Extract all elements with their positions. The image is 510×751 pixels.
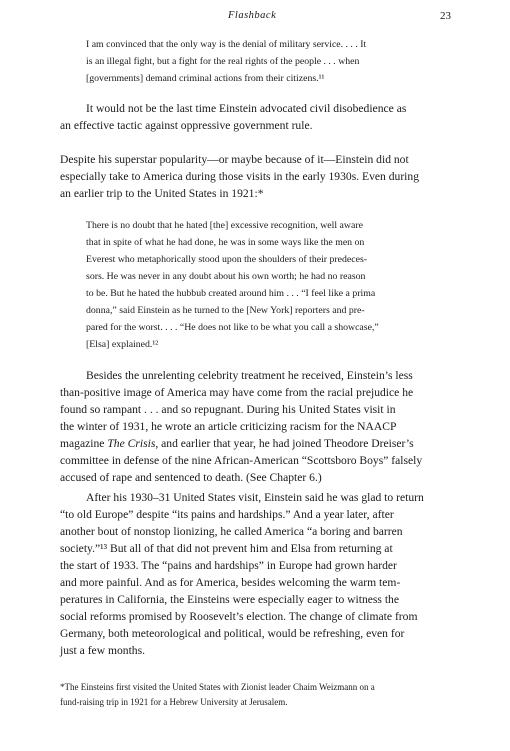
body-text: , and earlier that year, he had joined Theodore Dreiser’s bbox=[155, 437, 414, 450]
body-line: Besides the unrelenting celebrity treatment he received, Einstein’s less bbox=[86, 369, 413, 382]
quote-line: is an illegal fight, but a fight for the real rights of the people . . . when bbox=[86, 56, 360, 67]
body-line: peratures in California, the Einsteins were especially eager to witness the bbox=[60, 593, 399, 606]
quote-line: donna,” said Einstein as he turned to the [New York] reporters and pre- bbox=[86, 305, 365, 316]
quote-line: sors. He was never in any doubt about his own worth; he had no reason bbox=[86, 271, 366, 282]
footnote-line: *The Einsteins first visited the United States with Zionist leader Chaim Weizmann on a bbox=[60, 682, 375, 692]
body-line: accused of rape and sentenced to death. (See Chapter 6.) bbox=[60, 471, 322, 484]
body-line: an effective tactic against oppressive government rule. bbox=[60, 119, 313, 132]
footnote-line: fund-raising trip in 1921 for a Hebrew University at Jerusalem. bbox=[60, 697, 288, 707]
running-title: Flashback bbox=[228, 10, 277, 21]
running-head bbox=[0, 10, 510, 26]
body-line: After his 1930–31 United States visit, Einstein said he was glad to return bbox=[86, 491, 424, 504]
body-line: Despite his superstar popularity—or maybe because of it—Einstein did not bbox=[60, 153, 409, 166]
body-line: social reforms promised by Roosevelt’s election. The change of climate from bbox=[60, 610, 418, 623]
body-line: the start of 1933. The “pains and hardships” in Europe had grown harder bbox=[60, 559, 397, 572]
quote-line: to be. But he hated the hubbub created around him . . . “I feel like a prima bbox=[86, 288, 376, 299]
body-line: another bout of nonstop lionizing, he called America “a boring and barren bbox=[60, 525, 403, 538]
body-line: committee in defense of the nine African-American “Scottsboro Boys” falsely bbox=[60, 454, 423, 467]
body-line: Germany, both meteorological and political, would be refreshing, even for bbox=[60, 627, 405, 640]
magazine-title: The Crisis bbox=[107, 437, 156, 450]
body-line: and more painful. And as for America, besides welcoming the warm tem- bbox=[60, 576, 401, 589]
body-line: It would not be the last time Einstein advocated civil disobedience as bbox=[86, 102, 407, 115]
page-number: 23 bbox=[440, 10, 451, 22]
body-line: “to old Europe” despite “its pains and hardships.” And a year later, after bbox=[60, 508, 394, 521]
body-line: than-positive image of America may have come from the racial prejudice he bbox=[60, 386, 414, 399]
body-line: an earlier trip to the United States in 1921:* bbox=[60, 187, 264, 200]
body-line: just a few months. bbox=[60, 644, 146, 657]
body-line: found so rampant . . . and so repugnant. During his United States visit in bbox=[60, 403, 396, 416]
quote-line: Everest who metaphorically stood upon the shoulders of their predeces- bbox=[86, 254, 368, 265]
quote-line: pared for the worst. . . . “He does not like to be what you call a showcase,” bbox=[86, 322, 379, 333]
quote-line: I am convinced that the only way is the denial of military service. . . . It bbox=[86, 39, 367, 50]
quote-line: There is no doubt that he hated [the] excessive recognition, well aware bbox=[86, 220, 363, 231]
quote-line: [governments] demand criminal actions from their citizens.¹¹ bbox=[86, 73, 325, 84]
body-line: the winter of 1931, he wrote an article criticizing racism for the NAACP bbox=[60, 420, 397, 433]
body-line: especially take to America during those visits in the early 1930s. Even during bbox=[60, 170, 419, 183]
body-text: magazine bbox=[60, 437, 108, 450]
quote-line: [Elsa] explained.¹² bbox=[86, 339, 159, 350]
body-line: society.”¹³ But all of that did not prevent him and Elsa from returning at bbox=[60, 542, 393, 555]
quote-line: that in spite of what he had done, he was in some ways like the men on bbox=[86, 237, 365, 248]
body-line bbox=[60, 436, 414, 452]
